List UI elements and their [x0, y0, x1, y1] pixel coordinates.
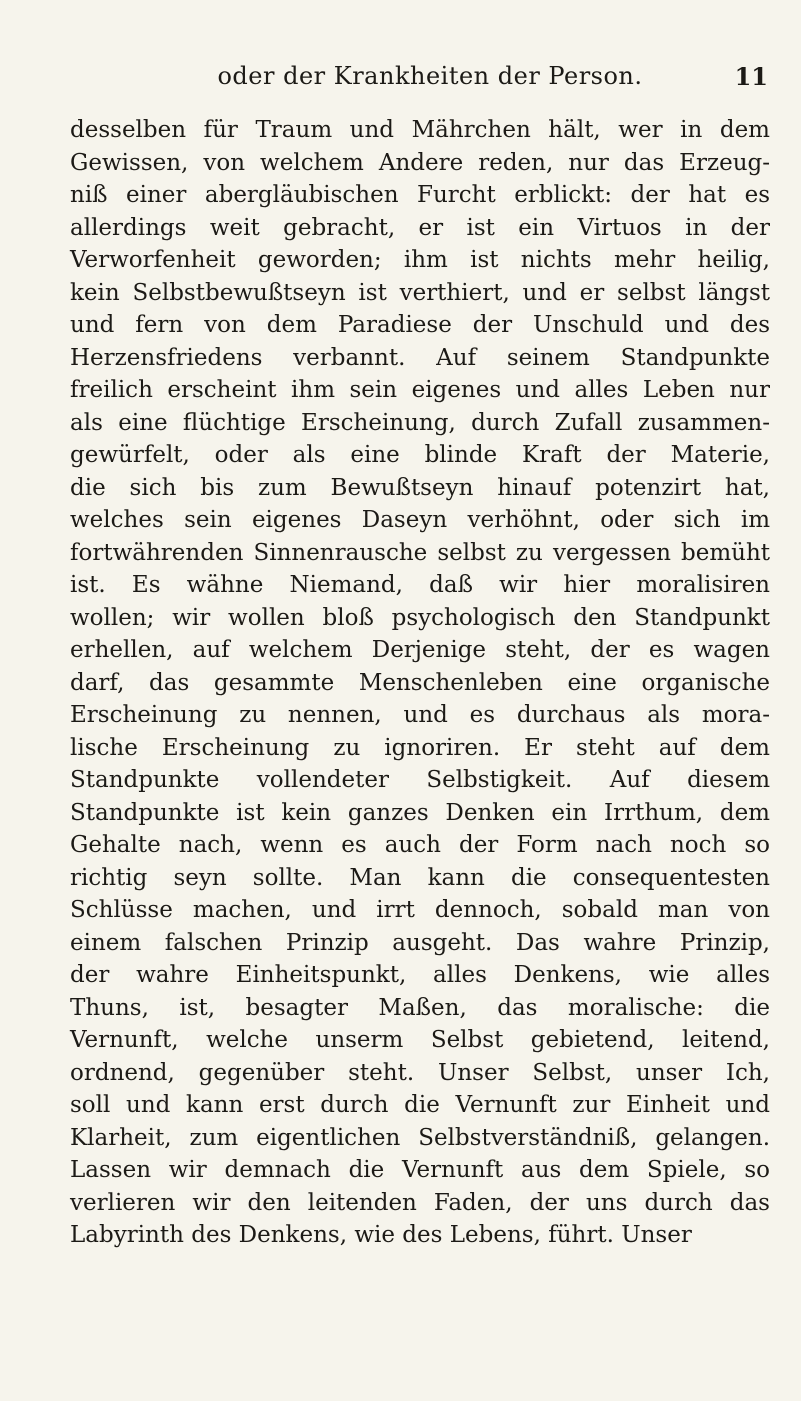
text-line: darf, das gesammte Menschenleben eine organische [70, 669, 770, 696]
text-line: richtig seyn sollte. Man kann die consequentesten [70, 864, 770, 891]
text-line: Standpunkte vollendeter Selbstigkeit. Auf diesem [70, 767, 770, 793]
text-line: allerdings weit gebracht, er ist ein Virtuos in der [70, 214, 770, 241]
text-line: wollen; wir wollen bloß psychologisch den Standpunkt [70, 604, 770, 631]
text-line: niß einer abergläubischen Furcht erblickt: der hat es [70, 182, 770, 208]
text-line: ist. Es wähne Niemand, daß wir hier moralisiren [70, 572, 770, 598]
body-text [70, 114, 770, 1252]
text-line: Herzensfriedens verbannt. Auf seinem Standpunkte [70, 344, 770, 371]
text-line: einem falschen Prinzip ausgeht. Das wahre Prinzip, [70, 929, 770, 956]
text-line: Schlüsse machen, und irrt dennoch, sobald man von [70, 897, 770, 923]
running-head [140, 62, 780, 96]
text-line: als eine flüchtige Erscheinung, durch Zufall zusammen- [70, 409, 770, 436]
text-line: erhellen, auf welchem Derjenige steht, der es wagen [70, 637, 770, 663]
text-line: und fern von dem Paradiese der Unschuld und des [70, 312, 770, 338]
text-line: ordnend, gegenüber steht. Unser Selbst, unser Ich, [70, 1059, 770, 1086]
text-line: desselben für Traum und Mährchen hält, wer in dem [70, 117, 770, 143]
text-line: die sich bis zum Bewußtseyn hinauf potenzirt hat, [70, 474, 770, 501]
text-line: Vernunft, welche unserm Selbst gebietend, leitend, [70, 1027, 770, 1053]
text-line: welches sein eigenes Daseyn verhöhnt, oder sich im [70, 507, 770, 533]
text-line: verlieren wir den leitenden Faden, der uns durch das [70, 1189, 770, 1216]
text-line: Verworfenheit geworden; ihm ist nichts mehr heilig, [70, 247, 770, 273]
text-line: Lassen wir demnach die Vernunft aus dem Spiele, so [70, 1157, 770, 1183]
text-line: Gehalte nach, wenn es auch der Form nach noch so [70, 832, 770, 858]
text-line: Standpunkte ist kein ganzes Denken ein Irrthum, dem [70, 799, 770, 826]
running-title: oder der Krankheiten der Person. [217, 62, 643, 90]
text-line: gewürfelt, oder als eine blinde Kraft der Materie, [70, 442, 770, 468]
text-line: der wahre Einheitspunkt, alles Denkens, wie alles [70, 962, 770, 988]
text-line: fortwährenden Sinnenrausche selbst zu vergessen bemüht [70, 539, 770, 566]
text-line: Erscheinung zu nennen, und es durchaus als mora- [70, 702, 770, 728]
text-line: freilich erscheint ihm sein eigenes und alles Leben nur [70, 377, 770, 403]
text-line: Thuns, ist, besagter Maßen, das moralische: die [70, 994, 770, 1021]
text-line: Klarheit, zum eigentlichen Selbstverständniß, gelangen. [70, 1124, 770, 1151]
text-line: lische Erscheinung zu ignoriren. Er steht auf dem [70, 734, 770, 761]
text-line: Gewissen, von welchem Andere reden, nur das Erzeug- [70, 149, 770, 176]
text-line: Labyrinth des Denkens, wie des Lebens, führt. Unser [70, 1222, 692, 1248]
text-line: soll und kann erst durch die Vernunft zur Einheit und [70, 1092, 770, 1118]
text-line: kein Selbstbewußtseyn ist verthiert, und er selbst längst [70, 279, 770, 306]
page-number: 11 [734, 62, 768, 91]
